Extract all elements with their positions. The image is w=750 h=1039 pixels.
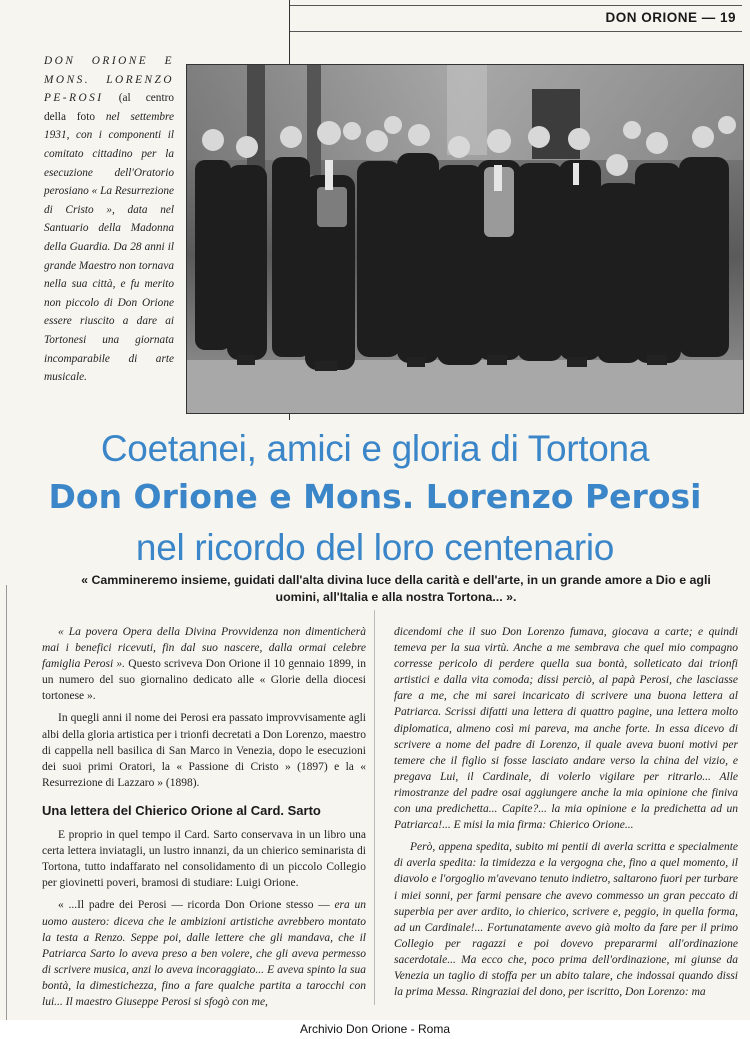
headline-line-1: Coetanei, amici e gloria di Tortona xyxy=(100,428,650,469)
paragraph: Però, appena spedita, subito mi pentii di averla scritta e specialmente di averla spedita: la timidezza e la vergogna che, fino a quel momento, il diavolo e l'orgoglio m'avevano tenuto indietro, saltarono fuori per turbare i miei sonni, per farmi pensare che avevo commesso un gran peccato di superbia per aver ardito, io chierico, scrivere e, peggio, in quella forma, ad un Cardinale!... Fortunatamente avevo già molto da fare per il primo Collegio per ragazzi e poi dovevo prepararmi all'ordinazione sacerdotale... Ma ecco che, poco prima dell'ordinazione, mi giunse da Venezia un taglio di stoffa per un abito talare, che indossai quando dissi la prima Messa. Ringraziai del dono, per iscritto, Don Lorenzo: ma xyxy=(394,841,738,999)
paragraph: E proprio in quel tempo il Card. Sarto conservava in un libro una certa lettera inviatagli, un lustro innanzi, da un chierico seminarista di Tortona, tutto indaffarato nel consolidamento di un piccolo Collegio per giovinetti poveri, bramosi di studiare: Luigi Orione. xyxy=(42,829,366,890)
paragraph: In quegli anni il nome dei Perosi era passato improvvisamente agli albi della gloria artistica per i trionfi decretati a Don Lorenzo, maestro di cappella nell basilica di San Marco in Venezia, dopo le esecuzioni dei suoi primi Oratori, la « Passione di Cristo » (1897) e la « Resurrezione di Lazzaro » (1898). xyxy=(42,712,366,789)
header-rule-top xyxy=(290,5,742,6)
page-header xyxy=(0,0,750,32)
paragraph xyxy=(42,624,366,704)
paragraph: dicendomi che il suo Don Lorenzo fumava, giocava a carte; e quindi temeva per la sua virtù. Anche a me sembrava che quel mio compagno corresse pericolo di perdere quella sua bontà, solleticato dai trionfi artistici e dalla vita comoda; dissi perciò, al papà Perosi, che lasciasse fare a me, che mi sarei incaricato di scrivere una buona lettera al Patriarca. Scrissi difatti una lettera di quattro pagine, una lettera molto diplomatica, almeno così mi pareva, ma anche forte. In essa dicevo di scrivere a nome del padre di Lorenzo, il quale aveva buoni motivi per temere che il figlio si fosse lasciato andare verso la china del vizio, e pregava Lui, il Cardinale, di volerlo vigilare per ritrarlo... Alle rimostranze del padre osai aggiungere anche la mia opinione che finiva con una predichetta... Capite?... la mia opinione e la predichetta ad un Patriarca!... E misi la mia firma: Chierico Orione... xyxy=(394,626,738,832)
section-heading: Una lettera del Chierico Orione al Card. Sarto xyxy=(42,802,321,818)
headline-line-2: Don Orione e Mons. Lorenzo Perosi xyxy=(48,477,702,516)
body-column-left xyxy=(42,624,366,1016)
caption-date: nel settembre 1931 xyxy=(44,110,174,142)
quote-italic: « La povera Opera della Divina Provvidenza non dimenticherà mai i benefici ricevuti, fin dal suo nascere, dalla ormai celebre famiglia Perosi ». xyxy=(42,626,366,671)
subtitle-quote: « Cammineremo insieme, guidati dall'alta divina luce della carità e dell'arte, in un grande amore a Dio e agli uomini, all'Italia e alla nostra Tortona... ». xyxy=(81,573,711,604)
caption-lead: DON ORIONE E MONS. LORENZO PE-ROSI xyxy=(44,55,174,105)
archive-footer: Archivio Don Orione - Roma xyxy=(0,1020,750,1039)
caption-text-1: (al centro della foto xyxy=(44,92,174,123)
body-column-right xyxy=(394,624,738,1006)
photo-caption xyxy=(44,52,174,387)
caption-text-2: , con i componenti il comitato cittadino per la esecuzione dell'Oratorio perosiano « La Resurrezione di Cristo », data nel Santuario della Madonna della Guardia. Da 28 anni il grande Maestro non tornava nella sua città, e fu merito non piccolo di Don Orione essere riuscito a dare ai Tortonesi una giornata incomparabile di arte musicale. xyxy=(44,129,175,384)
page-edge-rule xyxy=(6,585,7,1025)
group-photograph xyxy=(186,64,744,414)
header-rule-bottom xyxy=(290,31,742,32)
paragraph-text: « ...Il padre dei Perosi — ricorda Don Orione stesso — xyxy=(58,899,335,912)
column-divider xyxy=(374,610,375,1005)
running-head: DON ORIONE — 19 xyxy=(605,10,736,25)
photo-illustration xyxy=(187,65,743,413)
paragraph xyxy=(42,897,366,1010)
quote-italic: era un uomo austero: diceva che le ambizioni artistiche avrebbero montato la testa a Renzo. Seppe poi, dalle lettere che gli mandava, che il Patriarca Sarto lo aveva preso a ben volere, che gli aveva permesso di scrivere musica, anzi lo aveva incoraggiato... E aveva spinto la sua bontà, la dimestichezza, fino a fare qualche partita a tarocchi con lui... Il maestro Giuseppe Perosi si sfogò con me, xyxy=(42,899,366,1008)
paragraph-text: Questo scriveva Don Orione il 10 gennaio 1899, in un numero del suo giornalino dedicato alle « Glorie della diocesi tortonese ». xyxy=(42,658,366,703)
headline-line-3: nel ricordo del loro centenario xyxy=(135,527,615,568)
